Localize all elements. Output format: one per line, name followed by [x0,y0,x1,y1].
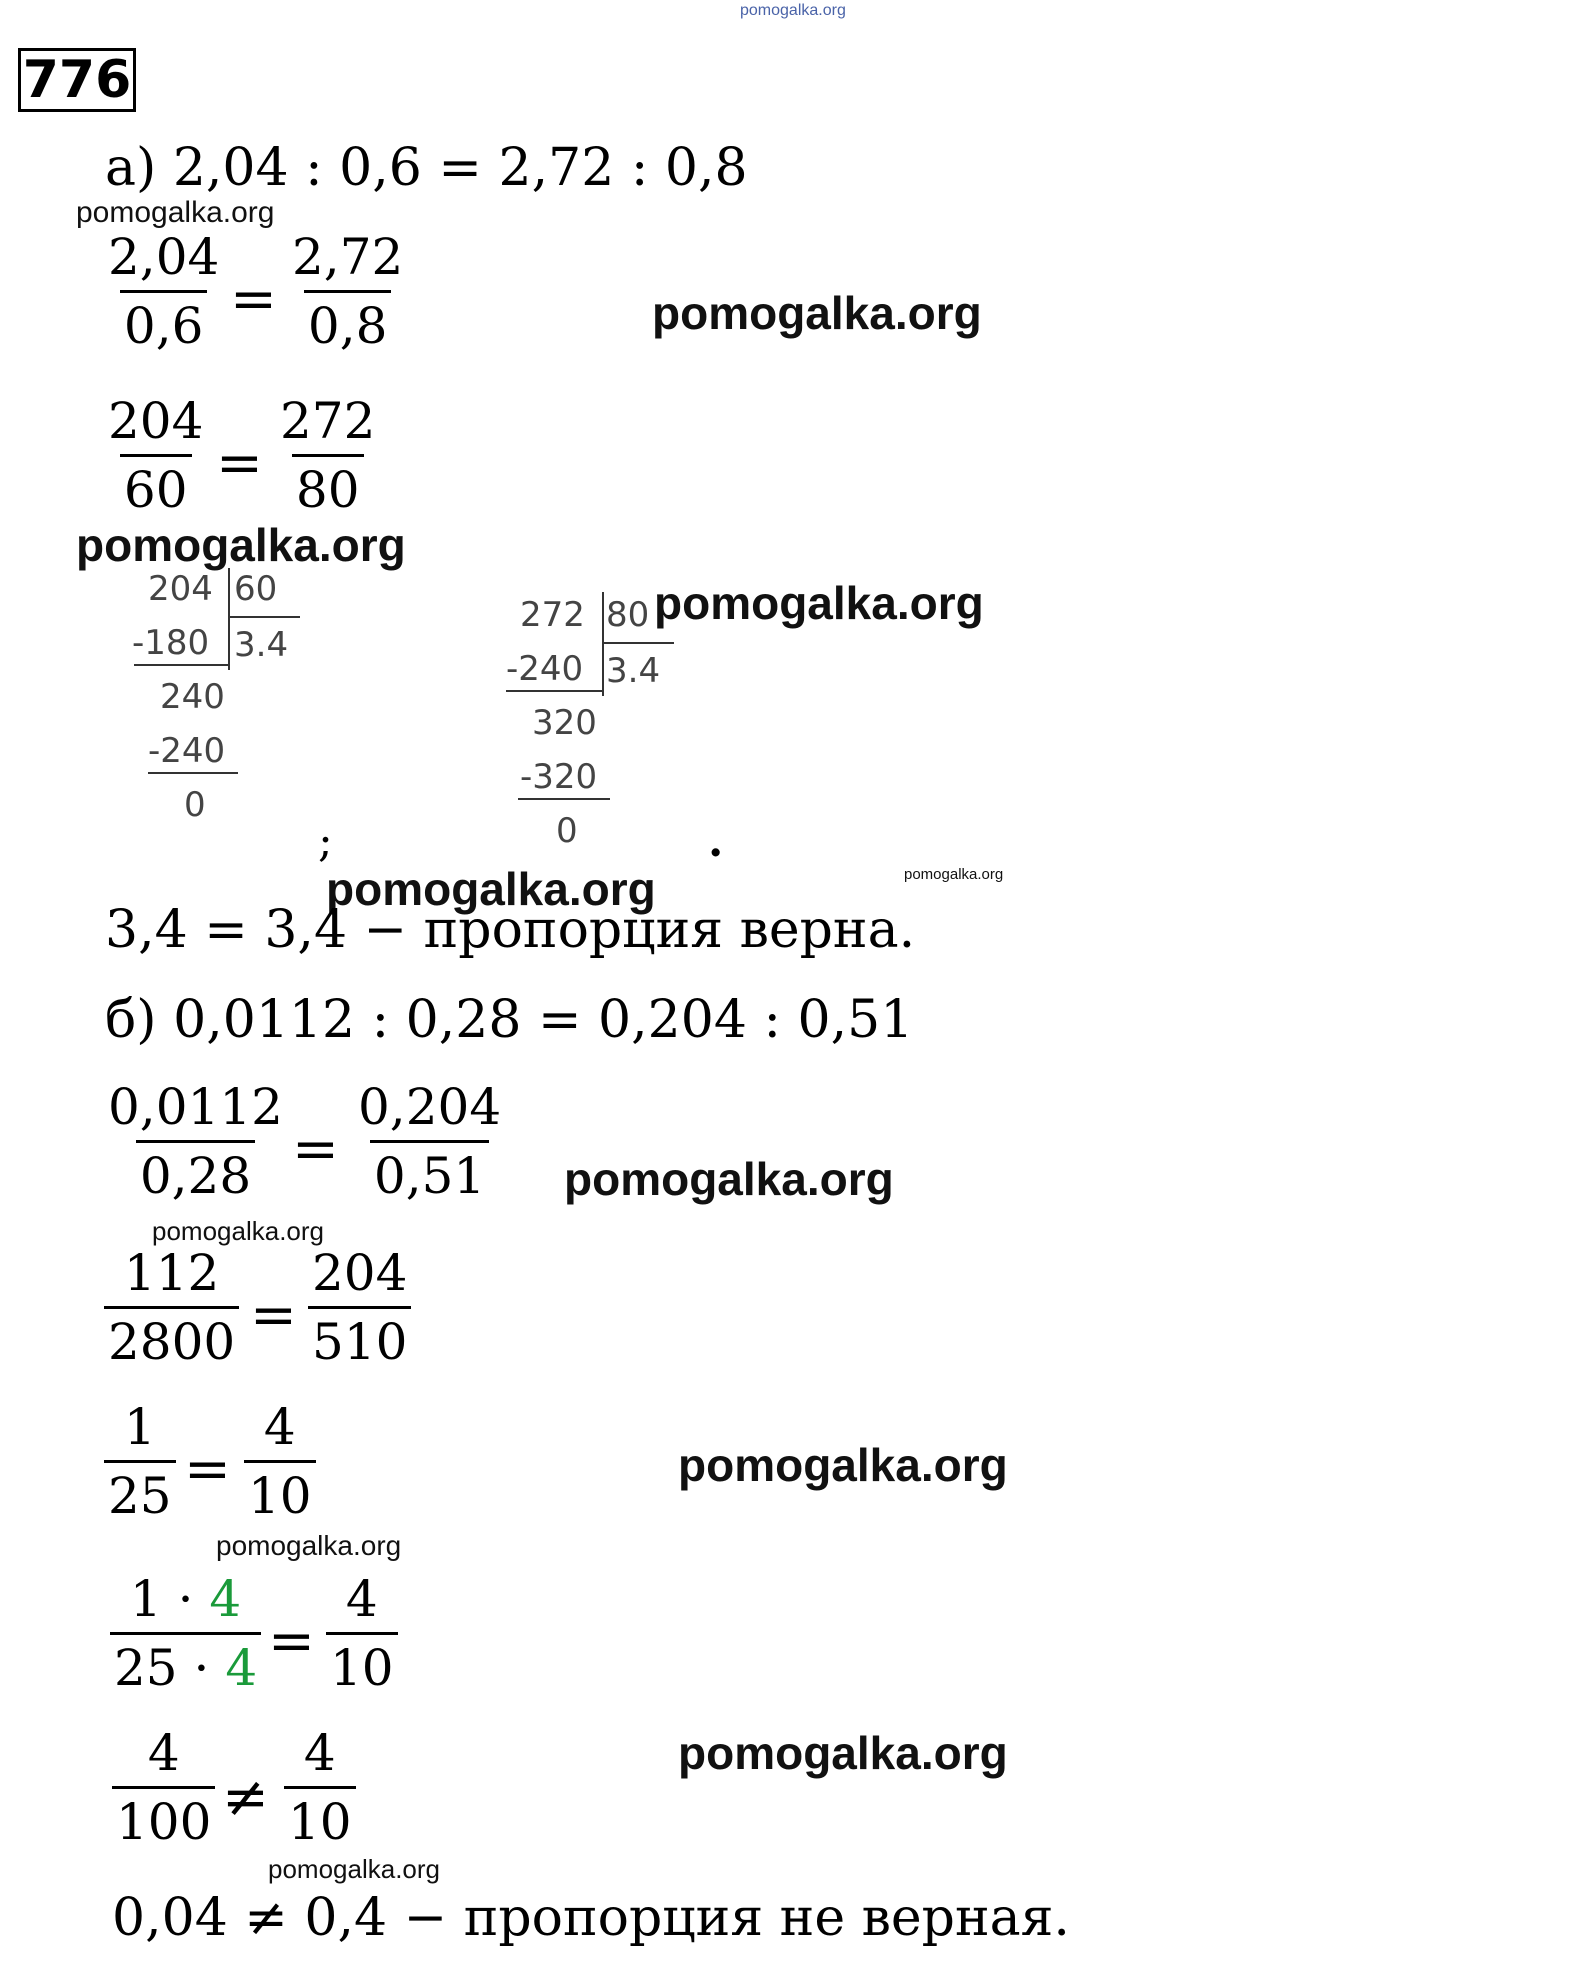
denominator: 0,51 [370,1140,489,1201]
numerator: 1 [123,1398,156,1456]
fraction [308,1244,411,1371]
division-bar [506,690,602,692]
denominator [110,1632,261,1697]
division-bar [230,616,300,618]
watermark: pomogalka.org [564,1153,894,1205]
multiplier: 4 [225,1639,258,1697]
remainder: 240 [160,677,225,717]
numerator: 4 [147,1724,180,1782]
divisor: 80 [606,595,650,635]
division-bar [518,798,610,800]
equals-sign: = [230,267,277,332]
part-b-statement: б) 0,0112 : 0,28 = 0,204 : 0,51 [105,990,914,1050]
division-bar [134,664,230,666]
equals-sign: = [292,1117,339,1182]
numerator: 272 [280,392,376,450]
fraction [284,1724,356,1851]
numerator: 0,204 [358,1078,502,1136]
watermark: pomogalka.org [326,863,656,915]
numerator: 4 [345,1570,378,1628]
equals-sign: = [216,431,263,496]
denominator: 0,8 [304,290,392,351]
fraction [104,1078,287,1205]
fraction [354,1078,505,1205]
watermark: pomogalka.org [678,1727,1008,1779]
subtrahend: -240 [148,731,226,771]
numerator: 0,0112 [108,1078,283,1136]
fraction [110,1570,261,1697]
denominator: 2800 [104,1306,239,1367]
remainder: 0 [184,785,206,825]
denominator: 0,28 [136,1140,255,1201]
numerator: 2,04 [108,228,220,286]
subtrahend: -180 [132,623,210,663]
denominator: 25 [104,1460,176,1521]
numerator: 4 [263,1398,296,1456]
equals-sign: = [268,1609,315,1674]
dividend: 272 [520,595,585,635]
problem-number: 776 [18,48,136,112]
fraction [104,1398,176,1525]
denominator: 10 [284,1786,356,1847]
denominator: 0,6 [120,290,208,351]
part-b-conclusion: 0,04 ≠ 0,4 − пропорция не верная. [112,1888,1070,1948]
not-equal-sign: ≠ [222,1765,269,1830]
part-a-conclusion: 3,4 = 3,4 − пропорция верна. [105,900,916,960]
denominator: 100 [112,1786,215,1847]
period: . [708,816,724,867]
remainder: 0 [556,811,578,851]
subtrahend: -320 [520,757,598,797]
numerator: 4 [303,1724,336,1782]
division-bar [604,642,674,644]
denominator: 60 [120,454,192,515]
denominator: 10 [244,1460,316,1521]
watermark: pomogalka.org [152,1216,324,1246]
numerator: 2,72 [292,228,404,286]
watermark: pomogalka.org [76,196,275,229]
remainder: 320 [532,703,597,743]
divisor: 60 [234,569,278,609]
equals-sign: = [184,1437,231,1502]
watermark: pomogalka.org [268,1854,440,1884]
fraction [276,392,379,519]
part-a-statement: а) 2,04 : 0,6 = 2,72 : 0,8 [105,138,748,198]
fraction [326,1570,398,1697]
division-bar [228,568,230,670]
watermark: pomogalka.org [678,1439,1008,1491]
division-bar [148,772,238,774]
watermark: pomogalka.org [216,1530,402,1561]
dividend: 204 [148,569,213,609]
watermark: pomogalka.org [652,287,982,339]
quotient: 3.4 [234,625,289,665]
fraction [104,228,223,355]
fraction [112,1724,215,1851]
subtrahend: -240 [506,649,584,689]
fraction [104,1244,239,1371]
semicolon: ; [318,816,333,867]
fraction [104,392,207,519]
numerator: 204 [108,392,204,450]
denominator: 80 [292,454,364,515]
fraction [288,228,407,355]
numerator: 112 [123,1244,220,1302]
numerator-base: 1 · [129,1570,210,1628]
denominator: 510 [308,1306,411,1367]
watermark: pomogalka.org [76,519,406,571]
watermark: pomogalka.org [904,866,1004,883]
quotient: 3.4 [606,651,661,691]
watermark: pomogalka.org [654,577,984,629]
watermark-top: pomogalka.org [740,2,846,19]
numerator: 204 [312,1244,408,1302]
division-bar [602,592,604,696]
equals-sign: = [250,1283,297,1348]
denominator-base: 25 · [114,1639,226,1697]
numerator [126,1570,245,1632]
multiplier: 4 [209,1570,242,1628]
denominator: 10 [326,1632,398,1693]
fraction [244,1398,316,1525]
